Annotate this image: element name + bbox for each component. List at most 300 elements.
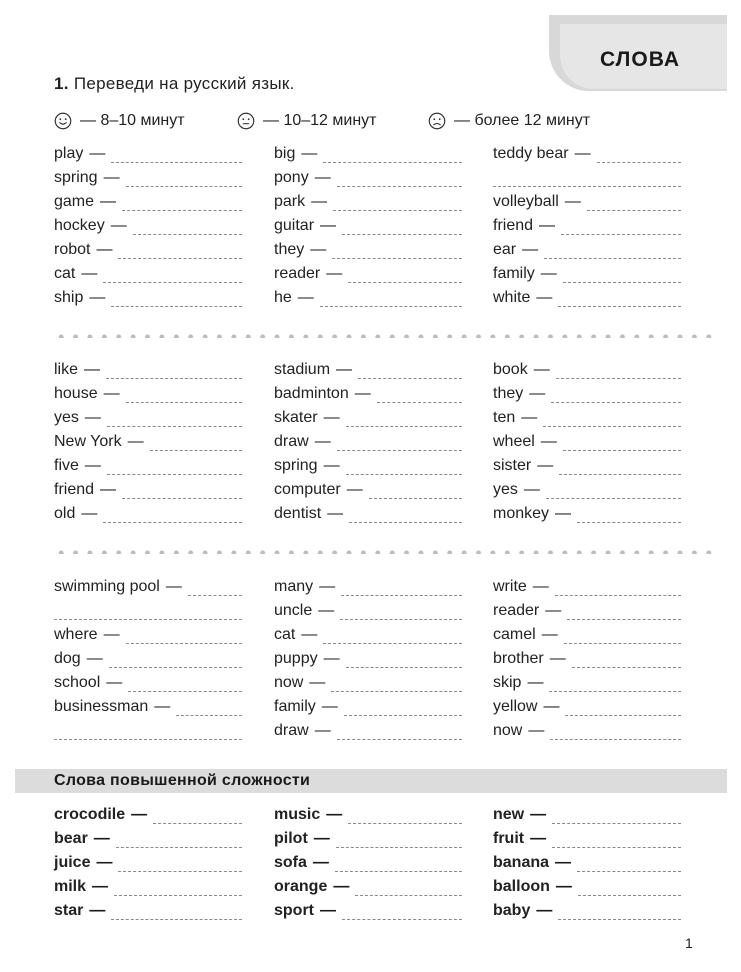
answer-line[interactable] [336, 846, 462, 848]
timing-item-2 [237, 112, 376, 130]
word: he [274, 289, 292, 306]
dash: — [96, 854, 113, 871]
word: music [274, 806, 321, 823]
word-row [493, 385, 681, 409]
word: wheel [493, 433, 535, 450]
answer-line[interactable] [544, 257, 681, 259]
task-number: 1. [54, 74, 69, 93]
answer-line[interactable] [577, 870, 681, 872]
dash: — [536, 902, 553, 919]
dash: — [84, 361, 101, 378]
dash: — [333, 878, 350, 895]
word: camel [493, 626, 536, 643]
word: where [54, 626, 98, 643]
word-row [493, 169, 681, 193]
word-row [493, 674, 681, 698]
task-text: Переведи на русский язык. [73, 74, 295, 93]
word: skater [274, 409, 318, 426]
answer-line[interactable] [126, 185, 242, 187]
word-row [54, 409, 242, 433]
answer-line[interactable] [128, 690, 242, 692]
dotted-divider [54, 550, 716, 554]
word-row [274, 830, 462, 854]
dash: — [86, 650, 103, 667]
dash: — [106, 674, 123, 691]
word-row [493, 806, 681, 830]
answer-line[interactable] [578, 894, 681, 896]
answer-line[interactable] [558, 918, 681, 920]
word-row [54, 169, 242, 193]
dash: — [541, 626, 558, 643]
word: pony [274, 169, 309, 186]
answer-line[interactable] [126, 401, 242, 403]
word-row [274, 145, 462, 169]
word-row [493, 578, 681, 602]
word-row [54, 433, 242, 457]
word-row [493, 830, 681, 854]
answer-line[interactable] [323, 642, 462, 644]
word-column [54, 145, 242, 313]
answer-line[interactable] [348, 281, 462, 283]
answer-line[interactable] [320, 305, 462, 307]
word-row [274, 854, 462, 878]
dash: — [127, 433, 144, 450]
answer-line[interactable] [555, 594, 681, 596]
answer-line[interactable] [369, 497, 462, 499]
answer-line[interactable] [346, 425, 462, 427]
word: school [54, 674, 101, 691]
answer-line[interactable] [337, 738, 462, 740]
word-row [54, 505, 242, 529]
answer-line[interactable] [116, 846, 242, 848]
answer-line[interactable] [107, 425, 242, 427]
answer-line[interactable] [567, 618, 681, 620]
word-row [493, 289, 681, 313]
answer-line[interactable] [335, 870, 462, 872]
word: ear [493, 241, 517, 258]
dash: — [327, 505, 344, 522]
answer-line[interactable] [103, 281, 242, 283]
word: skip [493, 674, 522, 691]
word: cat [54, 265, 76, 282]
answer-line[interactable] [153, 822, 242, 824]
word-row [493, 602, 681, 626]
word-row [493, 361, 681, 385]
word: stadium [274, 361, 331, 378]
dash: — [326, 806, 343, 823]
word-row [493, 409, 681, 433]
answer-line[interactable] [337, 449, 462, 451]
answer-line[interactable] [564, 642, 681, 644]
dash: — [301, 145, 318, 162]
answer-line[interactable] [572, 666, 681, 668]
word-row [493, 626, 681, 650]
word-column [274, 361, 462, 529]
word: New York [54, 433, 122, 450]
dash: — [314, 169, 331, 186]
word-row [493, 217, 681, 241]
word: yellow [493, 698, 538, 715]
hard-words-title: Слова повышенной сложности [54, 772, 311, 789]
answer-line[interactable] [552, 846, 681, 848]
answer-line[interactable] [346, 473, 462, 475]
word-row [274, 674, 462, 698]
dash: — [103, 385, 120, 402]
answer-line[interactable] [176, 714, 242, 716]
dash: — [297, 289, 314, 306]
dash: — [537, 457, 554, 474]
word-column [274, 145, 462, 313]
word-row [274, 505, 462, 529]
answer-line[interactable] [341, 594, 462, 596]
word: yes [493, 481, 518, 498]
dash: — [528, 722, 545, 739]
answer-line[interactable] [552, 822, 681, 824]
word-row [54, 854, 242, 878]
neutral-face-icon [237, 112, 255, 130]
word-row [54, 806, 242, 830]
dash: — [313, 830, 330, 847]
timing-text-3: — более 12 минут [454, 112, 591, 129]
answer-line[interactable] [103, 521, 242, 523]
answer-line[interactable] [597, 161, 681, 163]
dash: — [336, 361, 353, 378]
dash: — [530, 830, 547, 847]
answer-line[interactable] [122, 209, 242, 211]
answer-line[interactable] [333, 209, 462, 211]
word: five [54, 457, 79, 474]
word-row [274, 698, 462, 722]
answer-line[interactable] [126, 642, 242, 644]
word-row [493, 902, 681, 926]
hard-word-column [54, 806, 242, 926]
word: hockey [54, 217, 105, 234]
word-row [493, 145, 681, 169]
word-row [54, 481, 242, 505]
word-row [54, 650, 242, 674]
word: dentist [274, 505, 322, 522]
word: sofa [274, 854, 307, 871]
word: ten [493, 409, 516, 426]
word: teddy bear [493, 145, 569, 162]
dash: — [84, 409, 101, 426]
dash: — [543, 698, 560, 715]
word-row [54, 878, 242, 902]
dash: — [100, 193, 117, 210]
dash: — [540, 265, 557, 282]
word: house [54, 385, 98, 402]
dash: — [323, 409, 340, 426]
word: many [274, 578, 314, 595]
word: reader [493, 602, 540, 619]
word-column [54, 361, 242, 529]
word: juice [54, 854, 91, 871]
dash: — [536, 289, 553, 306]
word: sister [493, 457, 532, 474]
answer-line[interactable] [122, 497, 242, 499]
word-row [54, 457, 242, 481]
answer-line[interactable] [563, 449, 681, 451]
word: banana [493, 854, 550, 871]
word-row [54, 361, 242, 385]
answer-line[interactable] [549, 690, 681, 692]
answer-line[interactable] [556, 377, 681, 379]
word: now [493, 722, 523, 739]
word-row [274, 578, 462, 602]
answer-line[interactable] [337, 185, 462, 187]
word-column [54, 578, 242, 746]
dash: — [89, 145, 106, 162]
dash: — [301, 626, 318, 643]
answer-line[interactable] [550, 738, 681, 740]
word: computer [274, 481, 341, 498]
word: game [54, 193, 95, 210]
word-row [54, 722, 242, 746]
dash: — [318, 602, 335, 619]
word: fruit [493, 830, 525, 847]
dash: — [103, 626, 120, 643]
dash: — [323, 457, 340, 474]
dash: — [320, 902, 336, 919]
word-row [274, 602, 462, 626]
word-row [54, 830, 242, 854]
dash: — [564, 193, 581, 210]
word-row [54, 145, 242, 169]
word: ship [54, 289, 84, 306]
word: pilot [274, 830, 308, 847]
answer-line[interactable] [561, 233, 681, 235]
dash: — [532, 578, 549, 595]
answer-line[interactable] [349, 521, 462, 523]
page-number: 1 [685, 935, 693, 951]
dash: — [103, 169, 120, 186]
answer-line[interactable] [106, 377, 242, 379]
word: businessman [54, 698, 149, 715]
answer-line[interactable] [340, 618, 462, 620]
dash: — [354, 385, 371, 402]
dash: — [574, 145, 591, 162]
word: draw [274, 722, 309, 739]
word-row [274, 361, 462, 385]
answer-line[interactable] [54, 618, 242, 620]
word: family [274, 698, 316, 715]
answer-line[interactable] [565, 714, 681, 716]
answer-line[interactable] [114, 894, 242, 896]
word-row [493, 878, 681, 902]
dash: — [93, 830, 110, 847]
word: balloon [493, 878, 550, 895]
dash: — [321, 698, 338, 715]
answer-line[interactable] [377, 401, 462, 403]
dash: — [545, 602, 562, 619]
word-row [54, 265, 242, 289]
word: cat [274, 626, 296, 643]
word: badminton [274, 385, 349, 402]
answer-line[interactable] [111, 305, 242, 307]
answer-line[interactable] [559, 473, 681, 475]
word-row [493, 722, 681, 746]
answer-line[interactable] [323, 161, 462, 163]
word-row [274, 385, 462, 409]
word-row [274, 169, 462, 193]
answer-line[interactable] [332, 257, 462, 259]
answer-line[interactable] [188, 594, 242, 596]
hard-word-column [493, 806, 681, 926]
word-row [493, 505, 681, 529]
dash: — [312, 854, 329, 871]
word-row [493, 265, 681, 289]
word: robot [54, 241, 91, 258]
word-row [54, 578, 242, 602]
dash: — [165, 578, 182, 595]
word: bear [54, 830, 88, 847]
answer-line[interactable] [577, 521, 681, 523]
smile-face-icon [54, 112, 72, 130]
answer-line[interactable] [342, 918, 462, 920]
timing-text-1: — 8–10 минут [80, 112, 185, 129]
answer-line[interactable] [111, 161, 242, 163]
dash: — [323, 650, 340, 667]
word: friend [493, 217, 534, 234]
answer-line[interactable] [587, 209, 681, 211]
answer-line[interactable] [331, 690, 462, 692]
word-row [274, 193, 462, 217]
word-row [54, 193, 242, 217]
word-row [493, 698, 681, 722]
answer-line[interactable] [107, 473, 242, 475]
answer-line[interactable] [346, 666, 462, 668]
word: guitar [274, 217, 315, 234]
word: big [274, 145, 296, 162]
dash: — [96, 241, 113, 258]
dash: — [539, 217, 556, 234]
word-row [274, 650, 462, 674]
dash: — [89, 289, 106, 306]
dash: — [523, 481, 540, 498]
word-row [54, 385, 242, 409]
answer-line[interactable] [348, 822, 462, 824]
dash: — [549, 650, 566, 667]
word: puppy [274, 650, 318, 667]
hard-word-column [274, 806, 462, 926]
word: dog [54, 650, 81, 667]
dash: — [92, 878, 109, 895]
answer-line[interactable] [109, 666, 242, 668]
answer-line[interactable] [551, 401, 681, 403]
word-row [54, 626, 242, 650]
dash: — [555, 854, 572, 871]
word: yes [54, 409, 79, 426]
answer-line[interactable] [355, 894, 462, 896]
word: book [493, 361, 528, 378]
dash: — [84, 457, 101, 474]
word: swimming pool [54, 578, 160, 595]
answer-line[interactable] [543, 425, 681, 427]
dash: — [320, 217, 337, 234]
answer-line[interactable] [118, 257, 242, 259]
word: new [493, 806, 525, 823]
word: spring [274, 457, 318, 474]
word: play [54, 145, 84, 162]
dash: — [131, 806, 148, 823]
word-column [493, 145, 681, 313]
dash: — [81, 265, 98, 282]
dash: — [100, 481, 117, 498]
answer-line[interactable] [118, 870, 242, 872]
word-column [493, 578, 681, 746]
dash: — [346, 481, 363, 498]
answer-line[interactable] [493, 185, 681, 187]
dash: — [521, 409, 538, 426]
word: reader [274, 265, 321, 282]
word: white [493, 289, 531, 306]
dash: — [310, 241, 327, 258]
section-title: СЛОВА [600, 48, 680, 71]
word-row [54, 602, 242, 626]
word-row [274, 806, 462, 830]
answer-line[interactable] [342, 233, 462, 235]
dash: — [110, 217, 127, 234]
answer-line[interactable] [344, 714, 462, 716]
word-row [274, 481, 462, 505]
word-row [274, 626, 462, 650]
word-row [54, 698, 242, 722]
dash: — [81, 505, 98, 522]
word-row [274, 289, 462, 313]
word: now [274, 674, 304, 691]
dash: — [314, 722, 331, 739]
answer-line[interactable] [558, 305, 681, 307]
word: volleyball [493, 193, 559, 210]
word-row [493, 481, 681, 505]
answer-line[interactable] [150, 449, 242, 451]
dash: — [540, 433, 557, 450]
dash: — [530, 806, 547, 823]
timing-item-1 [54, 112, 185, 130]
word: draw [274, 433, 309, 450]
word-column [274, 578, 462, 746]
word-row [54, 674, 242, 698]
dash: — [154, 698, 171, 715]
answer-line[interactable] [111, 918, 242, 920]
task-instruction [54, 74, 295, 94]
dash: — [533, 361, 550, 378]
dash: — [309, 674, 326, 691]
answer-line[interactable] [563, 281, 681, 283]
timing-text-2: — 10–12 минут [263, 112, 377, 129]
dash: — [527, 674, 544, 691]
word-row [274, 457, 462, 481]
dotted-divider [54, 334, 716, 338]
dash: — [555, 505, 572, 522]
word-row [493, 854, 681, 878]
word-row [493, 650, 681, 674]
word: milk [54, 878, 87, 895]
word: they [274, 241, 305, 258]
word-row [54, 902, 242, 926]
answer-line[interactable] [358, 377, 462, 379]
word-row [274, 878, 462, 902]
word: monkey [493, 505, 550, 522]
word-row [274, 902, 462, 926]
timing-item-3 [428, 112, 590, 130]
word: baby [493, 902, 531, 919]
dash: — [522, 241, 539, 258]
answer-line[interactable] [133, 233, 242, 235]
answer-line[interactable] [54, 738, 242, 740]
word-row [274, 433, 462, 457]
answer-line[interactable] [546, 497, 681, 499]
